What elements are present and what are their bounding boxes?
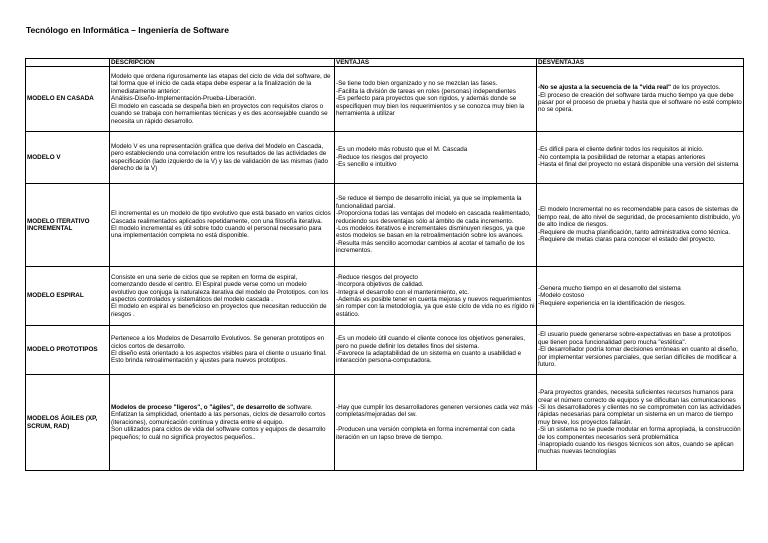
model-name-cell: MODELOS ÁGILES (XP, SCRUM, RAD): [26, 375, 110, 471]
model-name-cell: MODELO ITERATIVO INCREMENTAL: [26, 184, 110, 267]
disadvantages-cell: -Genera mucho tiempo en el desarrollo del sistema -Modelo costoso -Requiere experiencia en la identificación de riesgos.: [537, 267, 744, 326]
description-bold-text: Modelos de proceso "ligeros", o "ágiles", de desarrollo de: [111, 403, 286, 411]
disadvantages-cell: -Para proyectos grandes, necesita suficientes recursos humanos para crear el número correcto de equipos y se dificultan las comunicaciones -Si los desarrolladores y clientes no se comprometen con las actividades rápidas necesarias para completar un sistema en un marco de tiempo muy breve, los proyectos fallarán. -Si un sistema no se puede modular en forma apropiada, la construcción de los componentes necesarios será problemática -Inapropiado cuando los riesgos técnicos son altos, cuando se aplican muchas nuevas tecnologías: [537, 375, 744, 471]
disadvantages-cell: -El modelo Incremental no es recomendable para casos de sistemas de tiempo real, de alto nivel de seguridad, de procesamiento distribuido, y/o de alto índice de riesgos. -Requiere de mucha planificación, tanto administrativa como técnica. -Requiere de metas claras para conocer el estado del proyecto.: [537, 184, 744, 267]
table-row: [26, 67, 744, 132]
model-name-cell: MODELO V: [26, 132, 110, 184]
table-row: [26, 184, 744, 267]
advantages-cell: -Reduce riesgos del proyecto -Incorpora objetivos de calidad. -Integra el desarrollo con el mantenimiento, etc. -Además es posible tener en cuenta mejoras y nuevos requerimientos sin romper con la metodología, ya que este ciclo de vida no es rígido ni estático.: [335, 267, 537, 326]
disadvantages-cell: [537, 67, 744, 132]
table-row: [26, 375, 744, 471]
table-row: [26, 326, 744, 375]
model-name-cell: MODELO ESPIRAL: [26, 267, 110, 326]
disadvantages-bold-text: -No se ajusta a la secuencia de la "vida real": [538, 84, 672, 92]
description-text: software. Enfatizan la simplicidad, orientado a las personas, ciclos de desarrollo cortos (iteraciones), comunicación continua y directa entre el equipo. Son utilizados para ciclos de vida del software cortos y equipos de desarrollo pequeños; lo cuál no significa proyectos pequeños..: [111, 403, 326, 441]
disadvantages-cell: -Es difícil para el cliente definir todos los requisitos al inicio. -No contempla la posibilidad de retornar a etapas anteriores -Hasta el final del proyecto no estará disponible una versión del sistema: [537, 132, 744, 184]
description-cell: Consiste en una serie de ciclos que se repiten en forma de espiral, comenzando desde el centro. El Espiral puede verse como un modelo evolutivo que conjuga la naturaleza iterativa del modelo de Prototipos. con los aspectos controlados y sistemáticos del modelo cascada . El modelo en espiral es beneficioso en proyectos que necesitan reducción de riesgos .: [110, 267, 335, 326]
table-row: [26, 267, 744, 326]
advantages-cell: -Se tiene todo bien organizado y no se mezclan las fases. -Facilita la división de tareas en roles (personas) independientes -Es perfecto para proyectos que son rigidos, y además donde se especifiquen muy bien los requerimientos y se conozca muy bien la herramienta a utilizar: [335, 67, 537, 132]
advantages-cell: -Es un modelo más robusto que el M. Cascada -Reduce los riesgos del proyecto -Es sencillo e intuitivo: [335, 132, 537, 184]
model-name-cell: MODELO PROTOTIPOS: [26, 326, 110, 375]
description-cell: Pertenece a los Modelos de Desarrollo Evolutivos. Se generan prototipos en ciclos cortos de desarrollo. El diseño está orientado a los aspectos visibles para el cliente o usuario final. Esto brinda retroalimentación y ajustes para nuevos prototipos.: [110, 326, 335, 375]
comparison-table: [25, 58, 744, 471]
header-cell-model: [26, 59, 110, 67]
description-cell: El incremental es un modelo de tipo evolutivo que está basado en varios ciclos Cascada realimentados aplicados repetidamente, con una filosofía iterativa. El modelo incremental es útil sobre todo cuando el personal necesario para una implementación completa no está disponible.: [110, 184, 335, 267]
table-header-row: [26, 59, 744, 67]
description-cell: Modelo que ordena rigurosamente las etapas del ciclo de vida del software, de tal forma que el inicio de cada etapa debe esperar a la finalización de la inmediatamente anterior: Análisis-Diseño-Implementación-Prueba-Liberación. El modelo en cascada se despeña bien en proyectos con requisitos claros o cuando se trabaja con herramientas técnicas y es des aconsejable cuando se necesita un rápido desarrollo.: [110, 67, 335, 132]
advantages-cell: -Se reduce el tiempo de desarrollo inicial, ya que se implementa la funcionalidad parcial. -Proporciona todas las ventajas del modelo en cascada realimentado, reduciendo sus desventajas sólo al ámbito de cada incremento. -Los modelos iterativos e incrementales disminuyen riesgos, ya que estos modelos se basan en la retroalimentación sobre los avances. -Resulta más sencillo acomodar cambios al acotar el tamaño de los incrementos.: [335, 184, 537, 267]
document-title: Tecnólogo en Informática – Ingeniería de Software: [26, 25, 229, 35]
disadvantages-cell: -El usuario puede generarse sobre-expectativas en base a prototipos que tienen poca funcionalidad pero mucha "estética". -El desarrollador podría tomar decisiones erróneas en cuanto al diseño, por implementar versiones parciales, que serían difíciles de modificar a futuro.: [537, 326, 744, 375]
description-cell: [110, 375, 335, 471]
disadvantages-text: de los proyectos. -El proceso de creación del software tarda mucho tiempo ya que debe pasar por el proceso de prueba y hasta que el software no esté completo no se opera.: [538, 84, 742, 114]
header-cell-advantages: VENTAJAS: [335, 59, 537, 67]
table-row: [26, 132, 744, 184]
header-cell-description: DESCRIPCIÓN: [110, 59, 335, 67]
model-name-cell: MODELO EN CASADA: [26, 67, 110, 132]
header-cell-disadvantages: DESVENTAJAS: [537, 59, 744, 67]
advantages-cell: -Es un modelo útil cuando el cliente conoce los objetivos generales, pero no puede definir los detalles finos del sistema. -Favorece la adaptabilidad de un sistema en cuanto a usabilidad e interacción persona-computadora.: [335, 326, 537, 375]
advantages-cell: -Hay que cumplir los desarrolladores generen versiones cada vez más completas/mejoradas del sw. -Producen una versión completa en forma incremental con cada iteración en un lapso breve de tiempo.: [335, 375, 537, 471]
description-cell: Modelo V es una representación gráfica que deriva del Modelo en Cascada, pero estableciendo una correlación entre los resultados de las actividades de especificación (lado izquierdo de la V) y las de validación de las mismas (lado derecho de la V): [110, 132, 335, 184]
